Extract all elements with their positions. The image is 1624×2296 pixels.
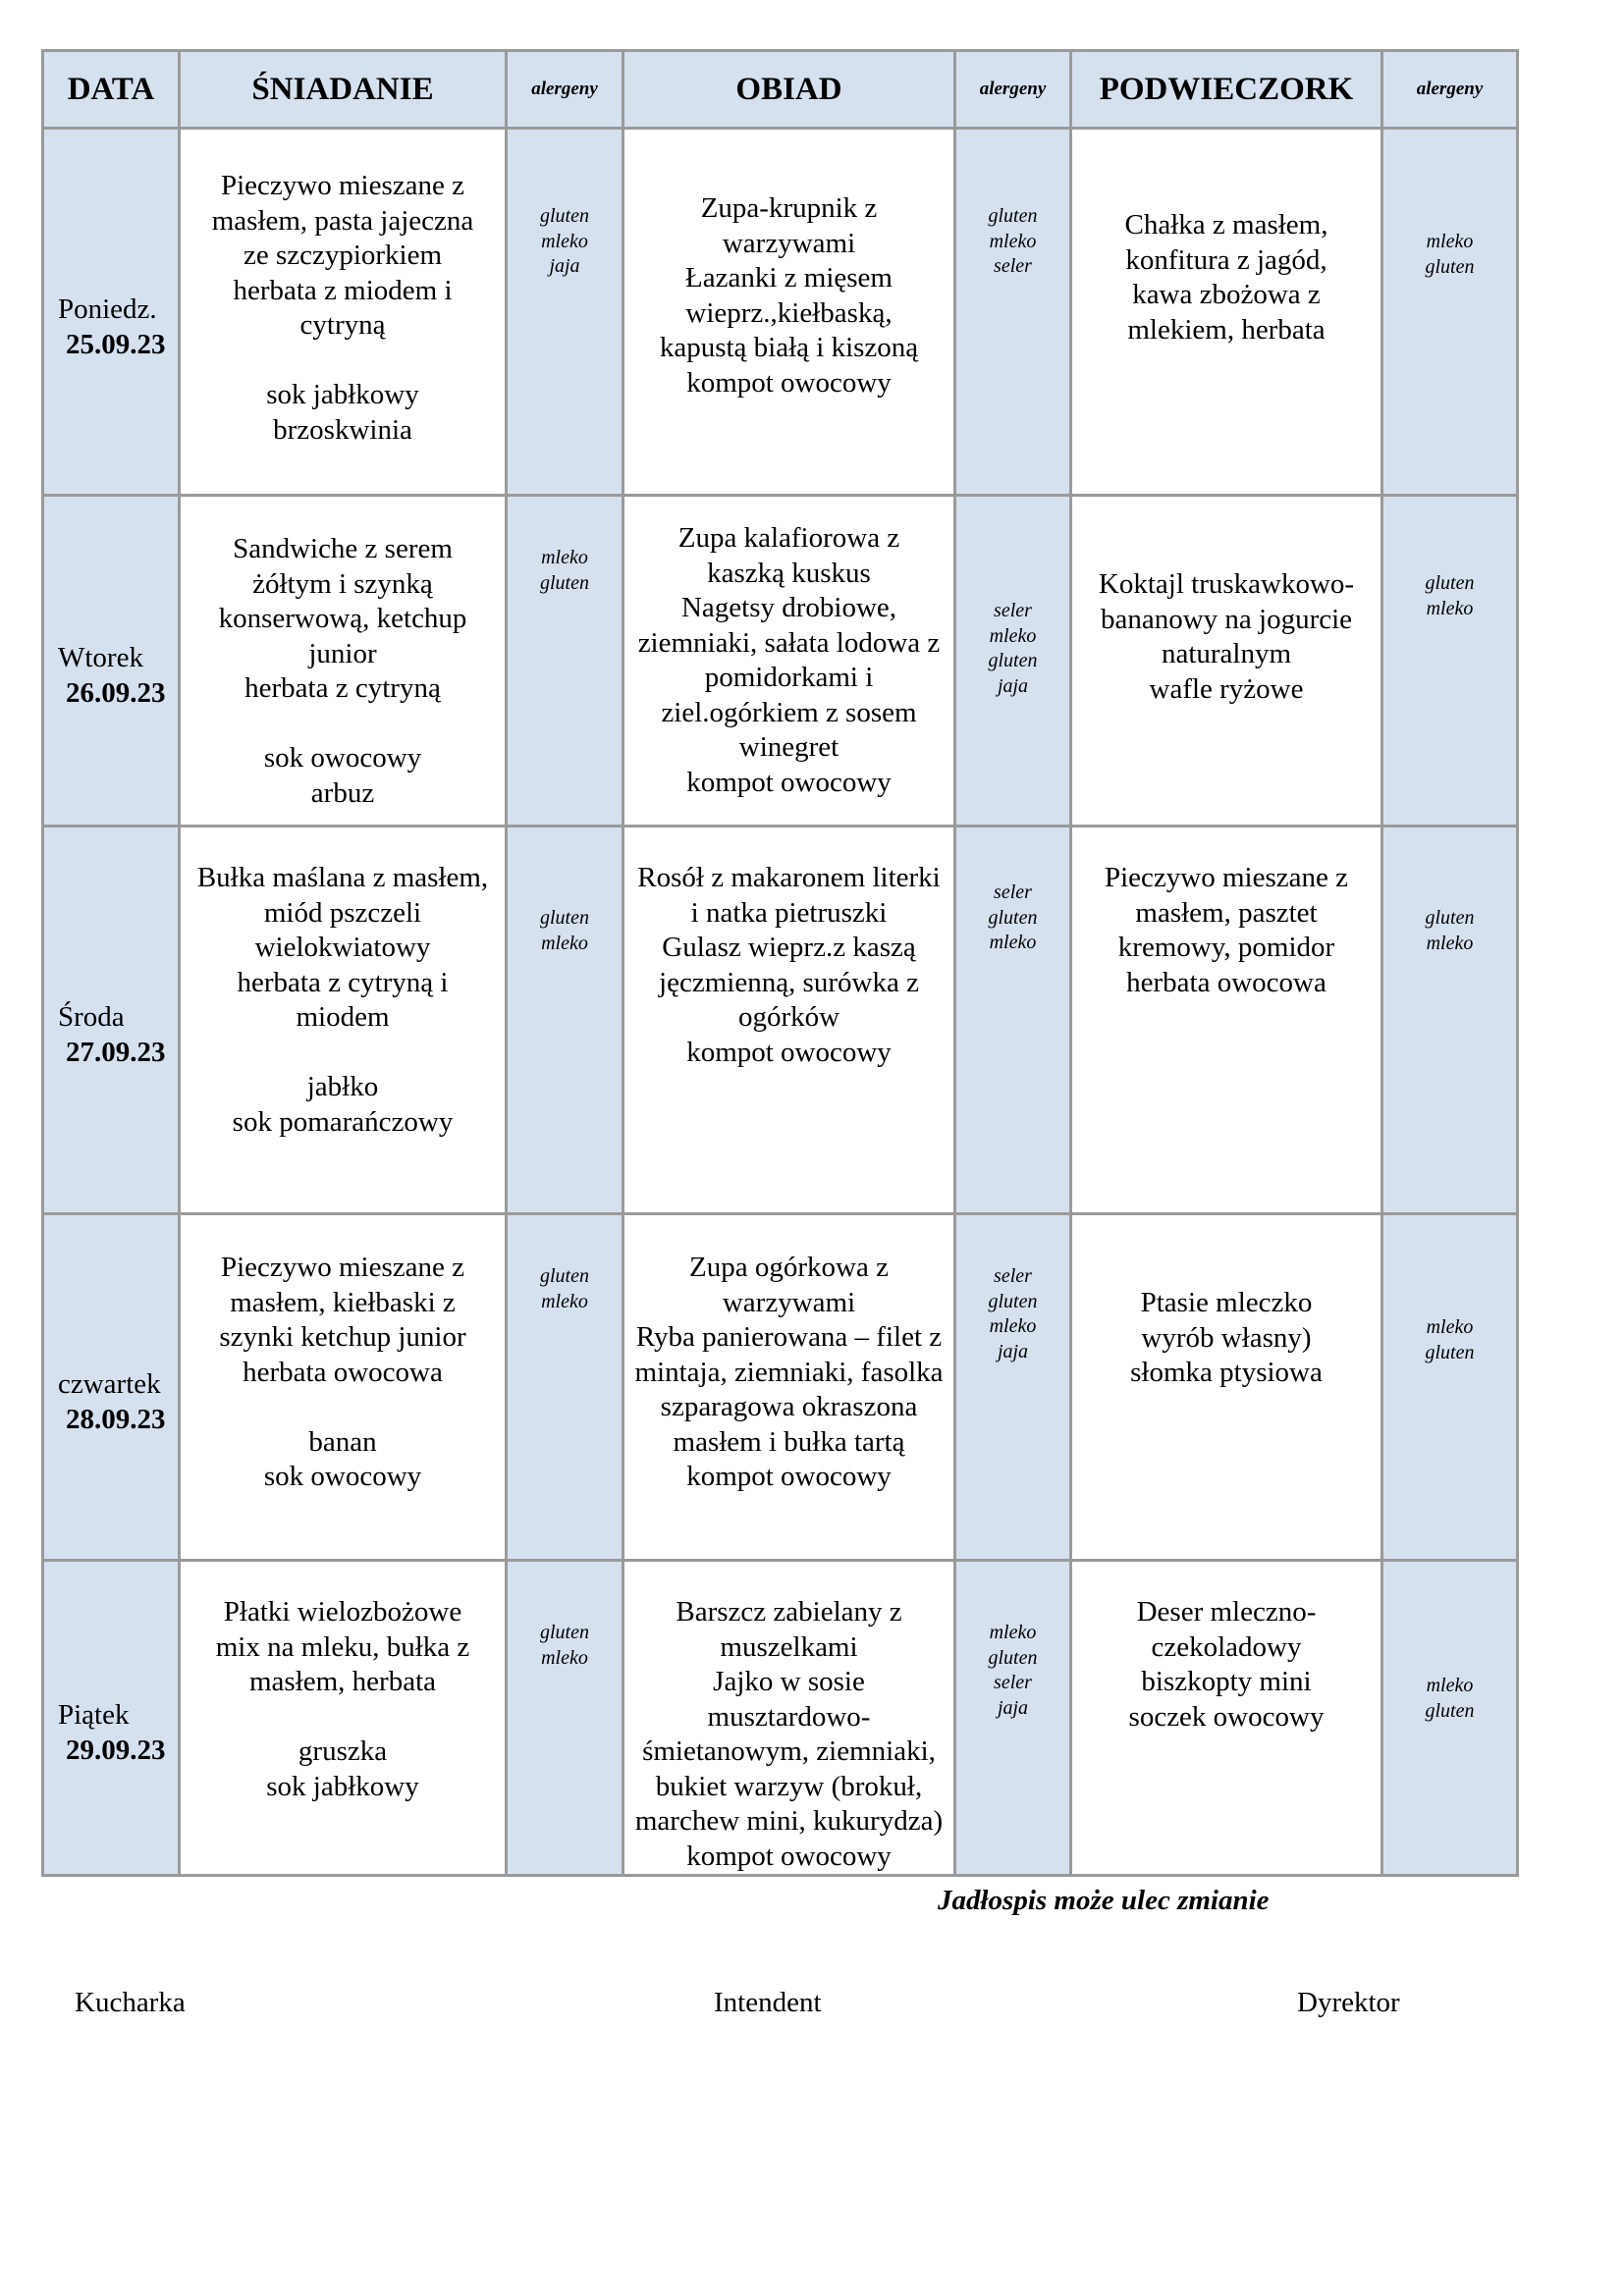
menu-line: miodem — [296, 1001, 390, 1033]
menu-line: junior — [308, 637, 377, 669]
day-date: 29.09.23 — [66, 1735, 166, 1766]
breakfast-allergens-cell — [507, 827, 623, 1214]
day-date: 26.09.23 — [66, 677, 166, 709]
allergen-item: gluten — [1425, 907, 1475, 929]
allergen-item: seler — [994, 881, 1032, 903]
menu-line: Zupa-krupnik z — [700, 192, 878, 224]
menu-line: masłem, pasztet — [1135, 896, 1318, 929]
allergen-item: mleko — [989, 230, 1037, 252]
menu-line: Gulasz wieprz.z kaszą — [662, 932, 916, 963]
snack-cell — [1071, 827, 1382, 1214]
lunch-cell — [623, 1561, 955, 1876]
menu-line: Rosół z makaronem literki — [637, 862, 941, 893]
allergen-item: gluten — [988, 205, 1038, 227]
menu-line: herbata owocowa — [1126, 966, 1326, 998]
breakfast-cell — [180, 1214, 507, 1561]
menu-line: soczek owocowy — [1128, 1700, 1325, 1733]
menu-line: Łazanki z mięsem — [685, 262, 893, 294]
menu-line: masłem, pasta jajeczna — [211, 204, 474, 237]
menu-line: Płatki wielozbożowe — [223, 1596, 462, 1628]
snack-cell — [1071, 496, 1382, 827]
menu-line: Ryba panierowana – filet z — [635, 1321, 943, 1353]
allergen-item: mleko — [541, 547, 588, 568]
day-row — [43, 1561, 1518, 1876]
snack-allergens-cell — [1382, 496, 1518, 827]
menu-line: Barszcz zabielany z — [676, 1596, 902, 1628]
breakfast-cell — [180, 827, 507, 1214]
menu-line: herbata z cytryną i — [237, 966, 449, 998]
spacer — [181, 1036, 505, 1071]
menu-line: mlekiem, herbata — [1127, 313, 1326, 346]
breakfast-allergens-cell — [507, 1214, 623, 1561]
menu-line: kompot owocowy — [686, 1461, 892, 1492]
allergen-item: mleko — [1426, 1316, 1474, 1338]
allergen-item: gluten — [1425, 572, 1475, 594]
menu-line: Jajko w sosie — [713, 1666, 865, 1697]
spacer — [181, 1700, 505, 1735]
allergen-item: gluten — [988, 1646, 1038, 1669]
allergen-item: gluten — [1425, 1341, 1475, 1363]
menu-line: Sandwiche z serem — [233, 533, 453, 564]
menu-line: sok owocowy — [263, 742, 422, 774]
menu-line: ziemniaki, sałata lodowa z — [637, 626, 941, 659]
header-lunch: OBIAD — [623, 51, 955, 129]
allergen-item: gluten — [1425, 255, 1475, 278]
header-allergens-lunch: alergeny — [955, 51, 1071, 129]
day-row — [43, 129, 1518, 496]
breakfast-allergens-cell — [507, 496, 623, 827]
allergen-item: jaja — [997, 1340, 1029, 1362]
lunch-cell — [623, 827, 955, 1214]
menu-body — [43, 129, 1518, 1876]
allergen-item: mleko — [541, 230, 588, 252]
menu-line: Nagetsy drobiowe, — [680, 592, 897, 623]
allergen-item: mleko — [1426, 231, 1474, 252]
menu-line: ze szczypiorkiem — [243, 240, 443, 271]
menu-table — [41, 49, 1519, 1877]
allergen-item: mleko — [541, 932, 588, 954]
menu-line: bananowy na jogurcie — [1100, 603, 1353, 635]
menu-line: naturalnym — [1161, 638, 1292, 669]
menu-line: Chałka z masłem, — [1124, 209, 1328, 240]
allergen-item: jaja — [997, 1696, 1029, 1719]
date-cell — [43, 496, 180, 827]
lunch-allergens-cell — [955, 1214, 1071, 1561]
snack-allergens-cell — [1382, 1561, 1518, 1876]
menu-line: bukiet warzyw (brokuł, — [655, 1770, 923, 1802]
lunch-allergens-cell — [955, 827, 1071, 1214]
lunch-cell — [623, 129, 955, 496]
menu-line: Ptasie mleczko — [1140, 1287, 1313, 1318]
menu-line: masłem, herbata — [248, 1666, 437, 1697]
snack-cell — [1071, 129, 1382, 496]
menu-line: wieprz.,kiełbaską, — [685, 296, 893, 329]
allergen-item: mleko — [541, 1290, 588, 1312]
allergen-item: gluten — [540, 1265, 589, 1287]
menu-line: kompot owocowy — [686, 1840, 892, 1872]
menu-line: banan — [308, 1425, 377, 1458]
breakfast-cell — [180, 129, 507, 496]
menu-line: sok pomarańczowy — [232, 1105, 454, 1138]
menu-line: arbuz — [310, 776, 375, 809]
menu-line: kawa zbożowa z — [1132, 279, 1321, 310]
menu-line: Pieczywo mieszane z — [220, 1252, 464, 1283]
allergen-item: mleko — [1426, 597, 1474, 619]
breakfast-cell — [180, 1561, 507, 1876]
day-name: Środa — [58, 1001, 125, 1033]
menu-line: Bułka maślana z masłem, — [196, 862, 489, 893]
day-row — [43, 827, 1518, 1214]
breakfast-allergens-cell — [507, 129, 623, 496]
menu-line: słomka ptysiowa — [1130, 1357, 1323, 1388]
menu-line: sok owocowy — [263, 1461, 422, 1492]
allergen-item: gluten — [540, 1622, 589, 1643]
allergen-item: gluten — [540, 907, 589, 929]
allergen-item: mleko — [989, 624, 1037, 647]
allergen-item: gluten — [988, 650, 1038, 671]
menu-line: miód pszczeli — [263, 896, 422, 929]
day-name: Wtorek — [58, 642, 143, 673]
menu-line: wafle ryżowe — [1149, 672, 1304, 705]
menu-line: jęczmienną, surówka z — [659, 966, 919, 998]
allergen-item: mleko — [1426, 932, 1474, 954]
snack-allergens-cell — [1382, 129, 1518, 496]
signature-cook: Kucharka — [75, 1987, 186, 2018]
date-cell — [43, 1561, 180, 1876]
menu-line: kapustą białą i kiszoną — [659, 332, 919, 363]
menu-line: Deser mleczno- — [1136, 1596, 1317, 1628]
date-cell — [43, 1214, 180, 1561]
spacer — [181, 707, 505, 742]
header-allergens-breakfast: alergeny — [507, 51, 623, 129]
header-allergens-snack: alergeny — [1382, 51, 1518, 129]
menu-line: konfitura z jagód, — [1125, 243, 1327, 276]
menu-line: kompot owocowy — [686, 366, 892, 399]
allergen-item: gluten — [988, 906, 1038, 929]
header-breakfast: ŚNIADANIE — [180, 51, 507, 129]
allergen-item: jaja — [997, 674, 1029, 697]
menu-line: musztardowo- — [707, 1700, 871, 1733]
menu-line: sok jabłkowy — [266, 1770, 419, 1802]
menu-line: szynki ketchup junior — [219, 1321, 466, 1353]
menu-line: Koktajl truskawkowo- — [1098, 568, 1355, 600]
header-date: DATA — [43, 51, 180, 129]
menu-line: herbata owocowa — [243, 1356, 443, 1388]
menu-line: cytryną — [299, 309, 386, 341]
day-name: Piątek — [58, 1699, 130, 1731]
menu-line: warzywami — [722, 1286, 856, 1318]
menu-line: i natka pietruszki — [690, 896, 888, 929]
snack-cell — [1071, 1561, 1382, 1876]
menu-line: kremowy, pomidor — [1117, 932, 1335, 963]
snack-cell — [1071, 1214, 1382, 1561]
menu-line: winegret — [738, 731, 839, 763]
breakfast-cell — [180, 496, 507, 827]
menu-line: biszkopty mini — [1141, 1666, 1312, 1697]
allergen-item: mleko — [989, 1315, 1037, 1337]
menu-line: pomidorkami i — [704, 662, 874, 693]
menu-line: jabłko — [306, 1071, 379, 1102]
menu-line: wyrób własny) — [1141, 1321, 1312, 1354]
menu-line: warzywami — [722, 227, 856, 259]
menu-line: czekoladowy — [1151, 1630, 1302, 1663]
signature-steward: Intendent — [714, 1987, 822, 2018]
spacer — [181, 344, 505, 379]
allergen-item: mleko — [989, 932, 1037, 953]
allergen-item: gluten — [540, 571, 589, 594]
allergen-item: seler — [994, 1672, 1032, 1693]
menu-line: Zupa kalafiorowa z — [677, 522, 900, 554]
lunch-allergens-cell — [955, 496, 1071, 827]
menu-line: herbata z miodem i — [233, 274, 453, 306]
menu-line: herbata z cytryną — [244, 672, 441, 704]
day-date: 27.09.23 — [66, 1037, 166, 1068]
menu-line: muszelkami — [720, 1630, 858, 1663]
menu-line: masłem, kiełbaski z — [230, 1286, 456, 1318]
menu-change-note: Jadłospis może ulec zmianie — [938, 1885, 1270, 1916]
signature-director: Dyrektor — [1297, 1987, 1400, 2018]
lunch-cell — [623, 1214, 955, 1561]
day-date: 25.09.23 — [66, 328, 166, 360]
menu-line: mix na mleku, bułka z — [215, 1630, 470, 1663]
menu-line: kompot owocowy — [686, 766, 892, 798]
menu-line: gruszka — [298, 1735, 388, 1767]
day-name: Poniedz. — [58, 293, 157, 325]
date-cell — [43, 827, 180, 1214]
snack-allergens-cell — [1382, 827, 1518, 1214]
allergen-item: gluten — [1425, 1699, 1475, 1722]
menu-line: żółtym i szynką — [252, 567, 433, 600]
menu-line: marchew mini, kukurydza) — [634, 1805, 944, 1837]
lunch-cell — [623, 496, 955, 827]
header-snack: PODWIECZORK — [1071, 51, 1382, 129]
allergen-item: gluten — [540, 205, 589, 227]
menu-line: Pieczywo mieszane z — [1104, 862, 1348, 893]
menu-line: masłem i bułka tartą — [673, 1425, 905, 1458]
date-cell — [43, 129, 180, 496]
menu-line: kaszką kuskus — [707, 557, 871, 589]
menu-line: wielokwiatowy — [254, 932, 431, 963]
allergen-item: seler — [994, 255, 1032, 277]
menu-line: ogórków — [737, 1001, 840, 1033]
day-name: czwartek — [58, 1368, 161, 1400]
menu-line: brzoskwinia — [273, 413, 412, 446]
menu-line: ziel.ogórkiem z sosem — [661, 696, 917, 728]
allergen-item: mleko — [1426, 1675, 1474, 1696]
allergen-item: jaja — [549, 255, 580, 277]
menu-line: śmietanowym, ziemniaki, — [642, 1735, 936, 1767]
menu-line: Pieczywo mieszane z — [220, 170, 464, 201]
allergen-item: mleko — [541, 1646, 588, 1669]
allergen-item: seler — [994, 1265, 1032, 1287]
lunch-allergens-cell — [955, 1561, 1071, 1876]
lunch-allergens-cell — [955, 129, 1071, 496]
menu-line: Zupa ogórkowa z — [689, 1252, 889, 1283]
header-row — [43, 51, 1518, 129]
spacer — [181, 1390, 505, 1425]
day-row — [43, 496, 1518, 827]
day-row — [43, 1214, 1518, 1561]
breakfast-allergens-cell — [507, 1561, 623, 1876]
allergen-item: mleko — [989, 1622, 1037, 1643]
allergen-item: gluten — [988, 1290, 1038, 1312]
allergen-item: seler — [994, 600, 1032, 621]
menu-line: mintaja, ziemniaki, fasolka — [634, 1356, 944, 1388]
snack-allergens-cell — [1382, 1214, 1518, 1561]
day-date: 28.09.23 — [66, 1404, 166, 1435]
menu-line: szparagowa okraszona — [660, 1391, 918, 1422]
menu-line: konserwową, ketchup — [218, 603, 467, 634]
menu-line: sok jabłkowy — [266, 379, 419, 410]
menu-line: kompot owocowy — [686, 1036, 892, 1068]
